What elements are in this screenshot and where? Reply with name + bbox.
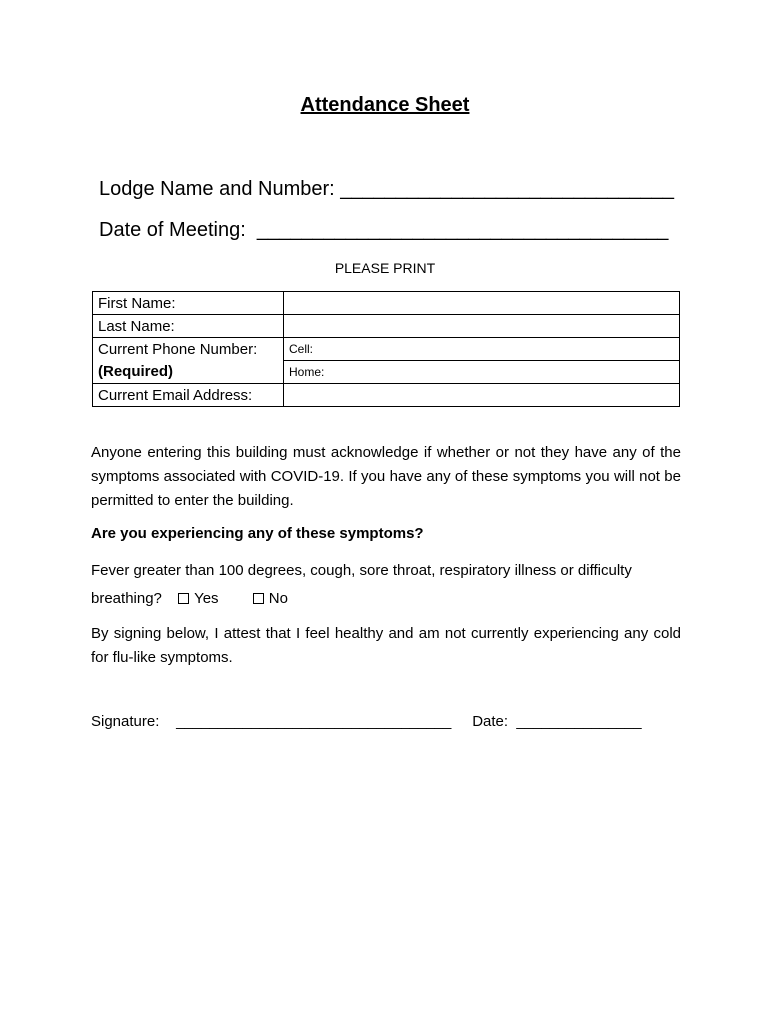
symptoms-paragraph xyxy=(91,557,681,613)
email-input[interactable] xyxy=(284,384,680,407)
meeting-date-field[interactable]: Date of Meeting: _____________________________________ xyxy=(99,219,669,241)
date-line[interactable]: _______________ xyxy=(516,713,642,730)
no-label: No xyxy=(268,590,288,607)
table-row xyxy=(93,384,680,407)
date-label: Date: xyxy=(472,713,509,730)
phone-label-cell xyxy=(93,338,284,384)
attestation-paragraph: By signing below, I attest that I feel healthy and am not currently experiencing any cold for flu-like symptoms. xyxy=(91,625,681,666)
home-label: Home: xyxy=(289,364,325,379)
signature-line[interactable]: _________________________________ xyxy=(176,713,452,730)
yes-label: Yes xyxy=(194,590,219,607)
no-checkbox[interactable] xyxy=(253,593,264,604)
page-title: Attendance Sheet xyxy=(300,94,470,116)
symptoms-text: Fever greater than 100 degrees, cough, sore throat, respiratory illness or difficulty breathing? xyxy=(91,562,632,607)
phone-label: Current Phone Number: xyxy=(98,340,258,358)
home-phone-input[interactable] xyxy=(284,361,680,384)
email-label: Current Email Address: xyxy=(93,384,284,407)
symptoms-question: Are you experiencing any of these symptoms? xyxy=(91,525,424,542)
first-name-input[interactable] xyxy=(284,292,680,315)
first-name-label: First Name: xyxy=(93,292,284,315)
last-name-input[interactable] xyxy=(284,315,680,338)
cell-label: Cell: xyxy=(289,341,314,356)
covid-notice-paragraph: Anyone entering this building must acknowledge if whether or not they have any of the symptoms associated with COVID-19. If you have any of these symptoms you will not be permitted to enter the building. xyxy=(91,444,681,509)
last-name-label: Last Name: xyxy=(93,315,284,338)
cell-phone-input[interactable] xyxy=(284,338,680,361)
required-label: (Required) xyxy=(98,362,173,380)
lodge-name-field[interactable]: Lodge Name and Number: ______________________________ xyxy=(99,178,674,200)
signature-row xyxy=(91,713,642,730)
table-row xyxy=(93,292,680,315)
table-row xyxy=(93,315,680,338)
signature-label: Signature: xyxy=(91,713,160,730)
table-row xyxy=(93,338,680,361)
please-print-note: PLEASE PRINT xyxy=(334,260,436,276)
attendee-info-table xyxy=(92,291,680,407)
yes-checkbox[interactable] xyxy=(178,593,189,604)
